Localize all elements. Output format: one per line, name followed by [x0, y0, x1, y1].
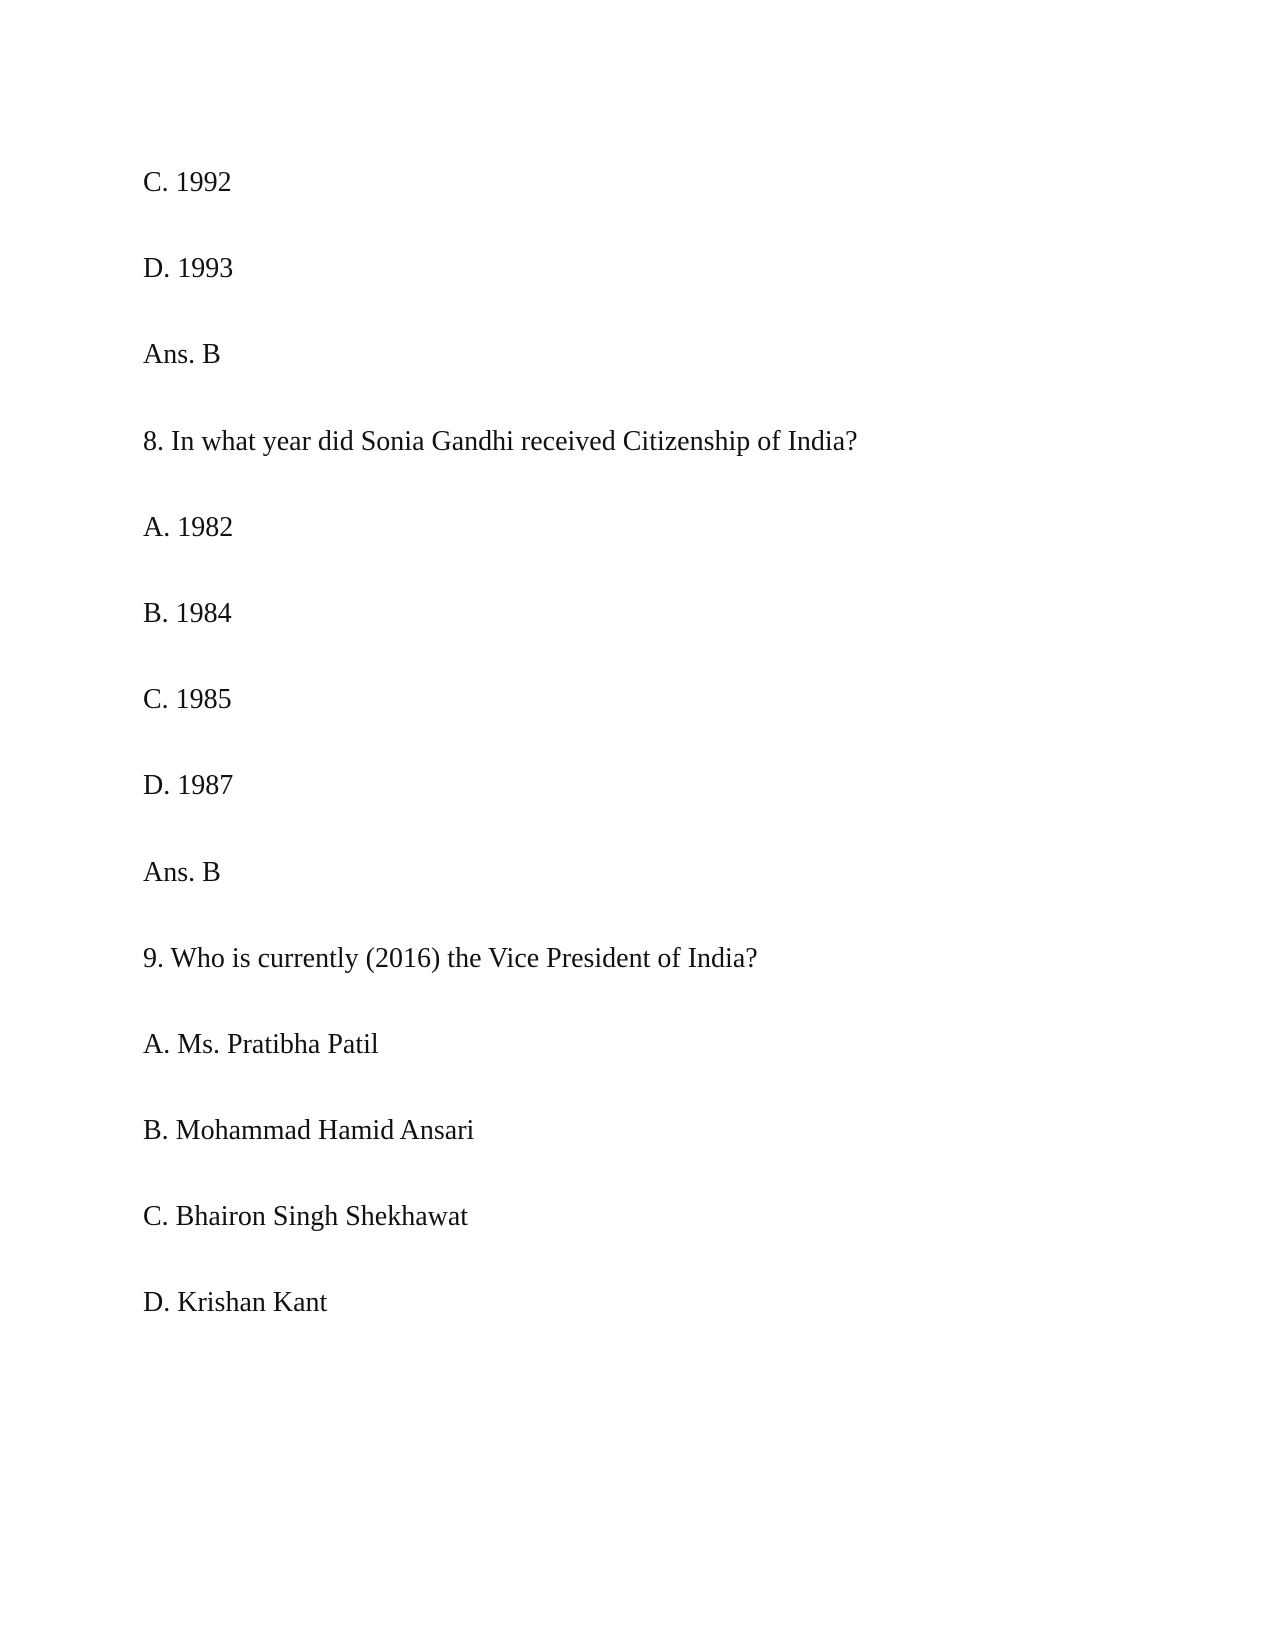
document-page: [143, 140, 858, 1347]
question-8: 8. In what year did Sonia Gandhi received Citizenship of India?: [143, 425, 858, 457]
option-d-q8: D. 1987: [143, 770, 234, 802]
answer-q7: Ans. B: [143, 339, 221, 371]
option-c-q9: C. Bhairon Singh Shekhawat: [143, 1201, 469, 1233]
option-a-q9: A. Ms. Pratibha Patil: [143, 1028, 379, 1060]
option-d-q9: D. Krishan Kant: [143, 1287, 328, 1319]
option-d-q7: D. 1993: [143, 253, 234, 285]
option-b-q8: B. 1984: [143, 597, 232, 629]
option-c-q8: C. 1985: [143, 684, 232, 716]
option-a-q8: A. 1982: [143, 511, 234, 543]
question-9: 9. Who is currently (2016) the Vice President of India?: [143, 942, 758, 974]
option-c-q7: C. 1992: [143, 167, 232, 198]
answer-q8: Ans. B: [143, 856, 221, 888]
option-b-q9: B. Mohammad Hamid Ansari: [143, 1115, 475, 1147]
